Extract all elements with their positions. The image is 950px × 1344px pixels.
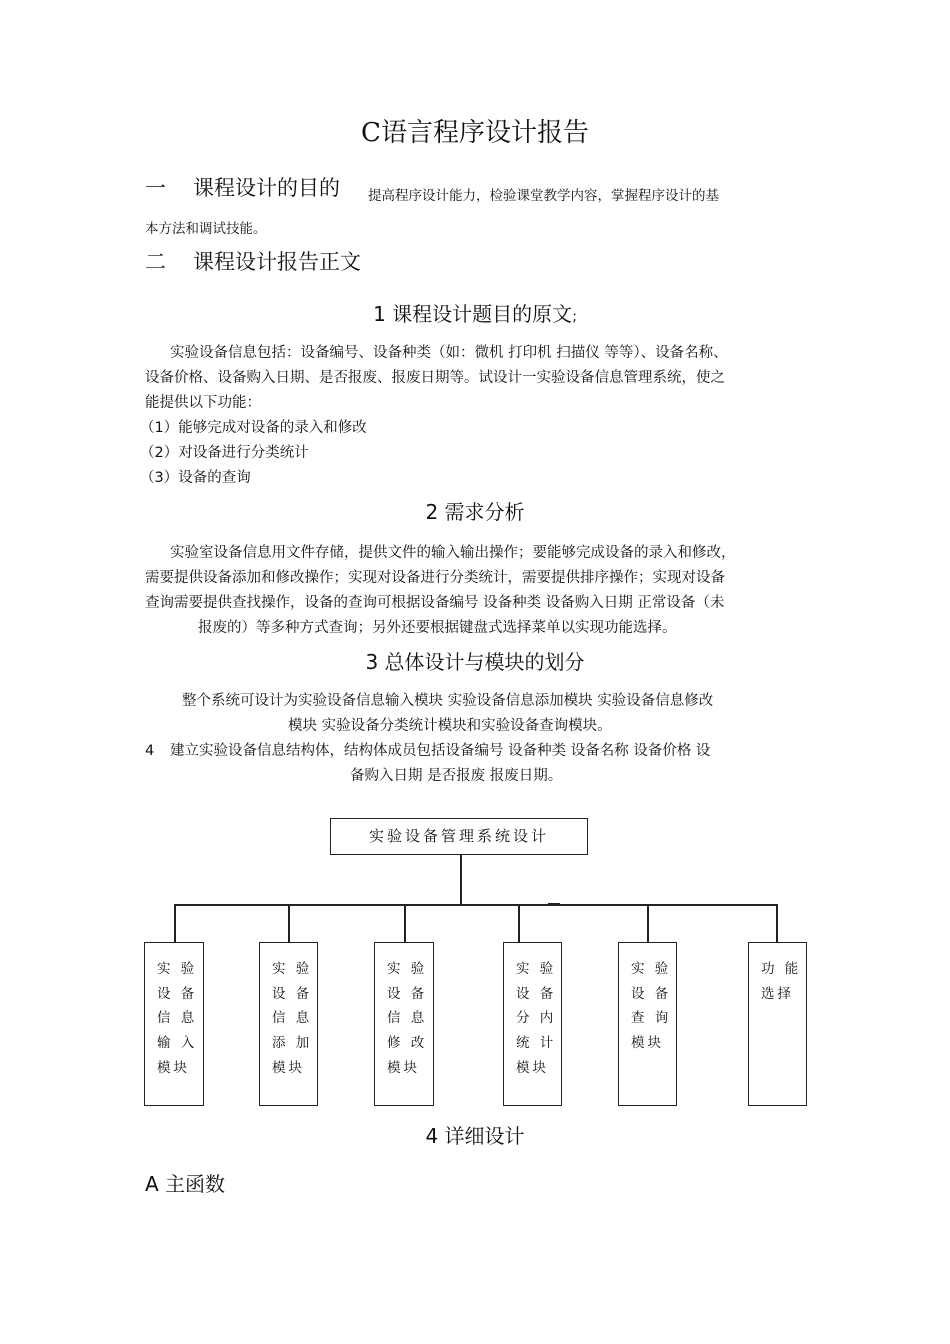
sub4-number: 4	[145, 743, 155, 759]
module-box-add	[259, 942, 318, 1106]
section2-number: 二	[145, 250, 166, 274]
module-box-menu	[748, 942, 807, 1106]
section2-heading: 课程设计报告正文	[193, 250, 361, 274]
section1-heading: 课程设计的目的	[193, 176, 340, 200]
module-box-input	[144, 942, 204, 1106]
sub2-line-2: 需要提供设备添加和修改操作；实现对设备进行分类统计，需要提供排序操作；实现对设备	[145, 570, 725, 586]
sub1-item-1: （1）能够完成对设备的录入和修改	[140, 420, 367, 436]
sub3-line-2: 模块 实验设备分类统计模块和实验设备查询模块。	[288, 718, 612, 734]
section1-text-line2: 本方法和调试技能。	[145, 221, 267, 237]
module-text: 添 加	[272, 1035, 313, 1051]
sub1-line-2: 设备价格、设备购入日期、是否报废、报废日期等。试设计一实验设备信息管理系统，使之	[145, 370, 725, 386]
module-text: 输 入	[157, 1035, 198, 1051]
sub1-item-3: （3）设备的查询	[140, 470, 251, 486]
sub2-line-3: 查询需要提供查找操作，设备的查询可根据设备编号 设备种类 设备购入日期 正常设备（未	[145, 595, 725, 611]
module-text: 实 验	[157, 961, 198, 977]
diagram-bus-mark	[548, 903, 560, 905]
module-text: 信 息	[387, 1010, 428, 1026]
sub2-line-1: 实验室设备信息用文件存储，提供文件的输入输出操作；要能够完成设备的录入和修改，	[170, 545, 736, 561]
diagram-branch-line	[288, 904, 290, 942]
sub1-line-3: 能提供以下功能：	[145, 395, 261, 411]
module-text: 设 备	[387, 986, 428, 1002]
module-text: 模块	[157, 1060, 190, 1076]
sub2-heading: 2 需求分析	[425, 500, 525, 524]
module-text: 信 息	[157, 1010, 198, 1026]
module-text: 功 能	[761, 961, 802, 977]
diagram-branch-line	[174, 904, 176, 942]
module-text: 实 验	[387, 961, 428, 977]
sub1-heading-text: 1 课程设计题目的原文	[373, 302, 573, 326]
module-box-modify	[374, 942, 434, 1106]
sub2-line-4: 报废的）等多种方式查询；另外还要根据键盘式选择菜单以实现功能选择。	[198, 620, 677, 636]
diagram-branch-line	[647, 904, 649, 942]
sub4-line-1: 建立实验设备信息结构体，结构体成员包括设备编号 设备种类 设备名称 设备价格 设	[170, 743, 711, 759]
document-title: C语言程序设计报告	[361, 118, 589, 148]
diagram-branch-line	[776, 904, 778, 942]
module-text: 模块	[387, 1060, 420, 1076]
sub3-line-1: 整个系统可设计为实验设备信息输入模块 实验设备信息添加模块 实验设备信息修改	[182, 693, 714, 709]
section1-number: 一	[145, 176, 166, 200]
module-text: 查 询	[631, 1010, 672, 1026]
diagram-root-box: 实验设备管理系统设计	[330, 818, 588, 855]
diagram-branch-line	[518, 904, 520, 942]
sub1-item-2: （2）对设备进行分类统计	[140, 445, 309, 461]
module-text: 模块	[516, 1060, 549, 1076]
diagram-trunk-line	[460, 855, 462, 905]
module-text: 分 内	[516, 1010, 557, 1026]
module-text: 信 息	[272, 1010, 313, 1026]
sub4-line-2: 备购入日期 是否报废 报废日期。	[350, 768, 563, 784]
module-text: 模块	[631, 1035, 664, 1051]
module-text: 模块	[272, 1060, 305, 1076]
diagram-bus-line	[174, 904, 777, 906]
module-box-statistics	[503, 942, 562, 1106]
module-text: 设 备	[516, 986, 557, 1002]
module-text: 实 验	[516, 961, 557, 977]
module-box-query	[618, 942, 677, 1106]
module-text: 修 改	[387, 1035, 428, 1051]
module-text: 设 备	[272, 986, 313, 1002]
sub1-heading	[0, 298, 950, 327]
module-text: 设 备	[631, 986, 672, 1002]
diagram-branch-line	[404, 904, 406, 942]
sub1-line-1: 实验设备信息包括：设备编号、设备种类（如：微机 打印机 扫描仪 等等）、设备名称、	[170, 345, 728, 361]
sub5-heading: 4 详细设计	[425, 1124, 525, 1148]
module-text: 实 验	[631, 961, 672, 977]
module-text: 设 备	[157, 986, 198, 1002]
module-text: 选择	[761, 986, 794, 1002]
module-text: 统 计	[516, 1035, 557, 1051]
sub1-heading-suffix: ;	[572, 309, 577, 325]
module-text: 实 验	[272, 961, 313, 977]
section1-text-line1: 提高程序设计能力，检验课堂教学内容，掌握程序设计的基	[368, 188, 719, 204]
subA-heading: A 主函数	[145, 1172, 226, 1196]
sub3-heading: 3 总体设计与模块的划分	[365, 650, 585, 674]
